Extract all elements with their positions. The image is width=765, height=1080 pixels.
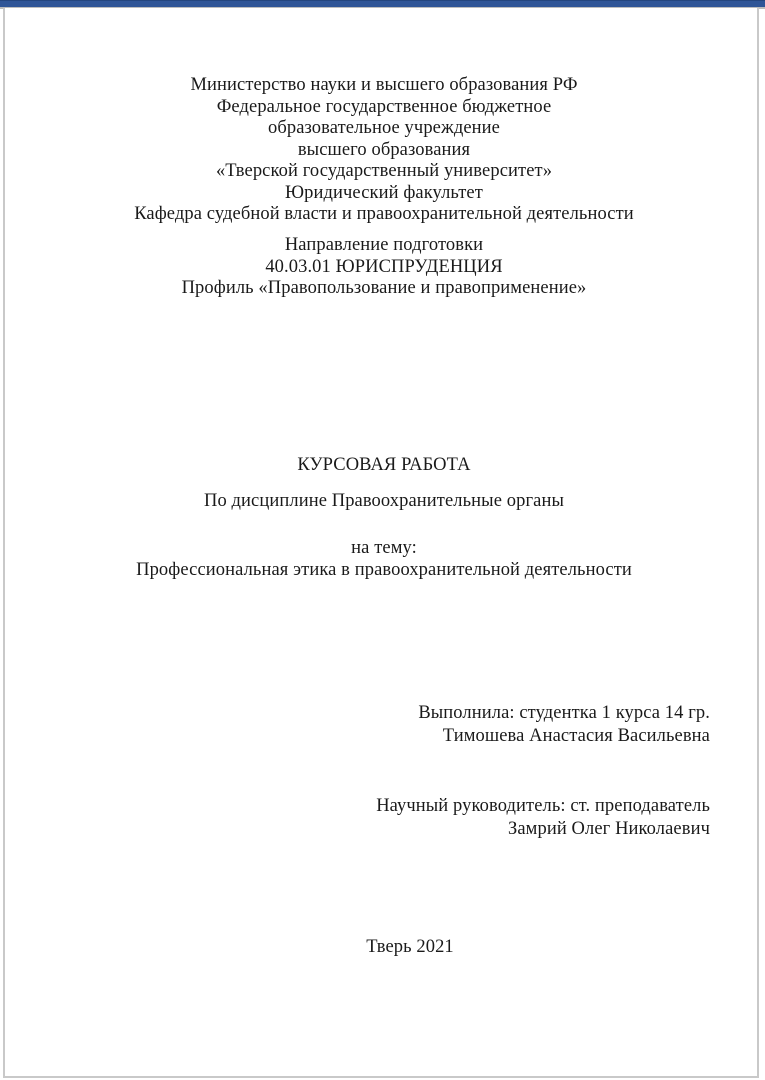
performer-name-line: Тимошева Анастасия Васильевна — [442, 725, 710, 746]
university-name-line: «Тверской государственный университет» — [215, 161, 553, 181]
program-block — [10, 235, 758, 300]
supervisor-role-line: Научный руководитель: ст. преподаватель — [376, 796, 710, 816]
program-direction-label: Направление подготовки — [284, 235, 484, 255]
city-year-line: Тверь 2021 — [366, 937, 454, 957]
institution-line-2: образовательное учреждение — [267, 118, 500, 138]
discipline-line: По дисциплине Правоохранительные органы — [204, 491, 564, 511]
supervisor-block — [10, 795, 710, 840]
theme-label: на тему: — [351, 538, 417, 558]
work-type-title: КУРСОВАЯ РАБОТА — [297, 455, 471, 475]
program-code-line: 40.03.01 ЮРИСПРУДЕНЦИЯ — [265, 256, 503, 277]
theme-block — [10, 538, 758, 581]
supervisor-name-line: Замрий Олег Николаевич — [508, 818, 710, 839]
program-profile-line: Профиль «Правопользование и правоприменение» — [181, 278, 587, 298]
faculty-line: Юридический факультет — [285, 182, 483, 203]
ministry-line: Министерство науки и высшего образования РФ — [190, 75, 578, 95]
institution-header-block — [10, 75, 758, 226]
performer-role-line: Выполнила: студентка 1 курса 14 гр. — [418, 703, 710, 723]
theme-title: Профессиональная этика в правоохранительной деятельности — [136, 559, 632, 580]
institution-line-3: высшего образования — [297, 139, 471, 160]
institution-line-1: Федеральное государственное бюджетное — [216, 96, 552, 117]
performer-block — [10, 702, 710, 747]
department-line: Кафедра судебной власти и правоохранительной деятельности — [134, 204, 634, 224]
